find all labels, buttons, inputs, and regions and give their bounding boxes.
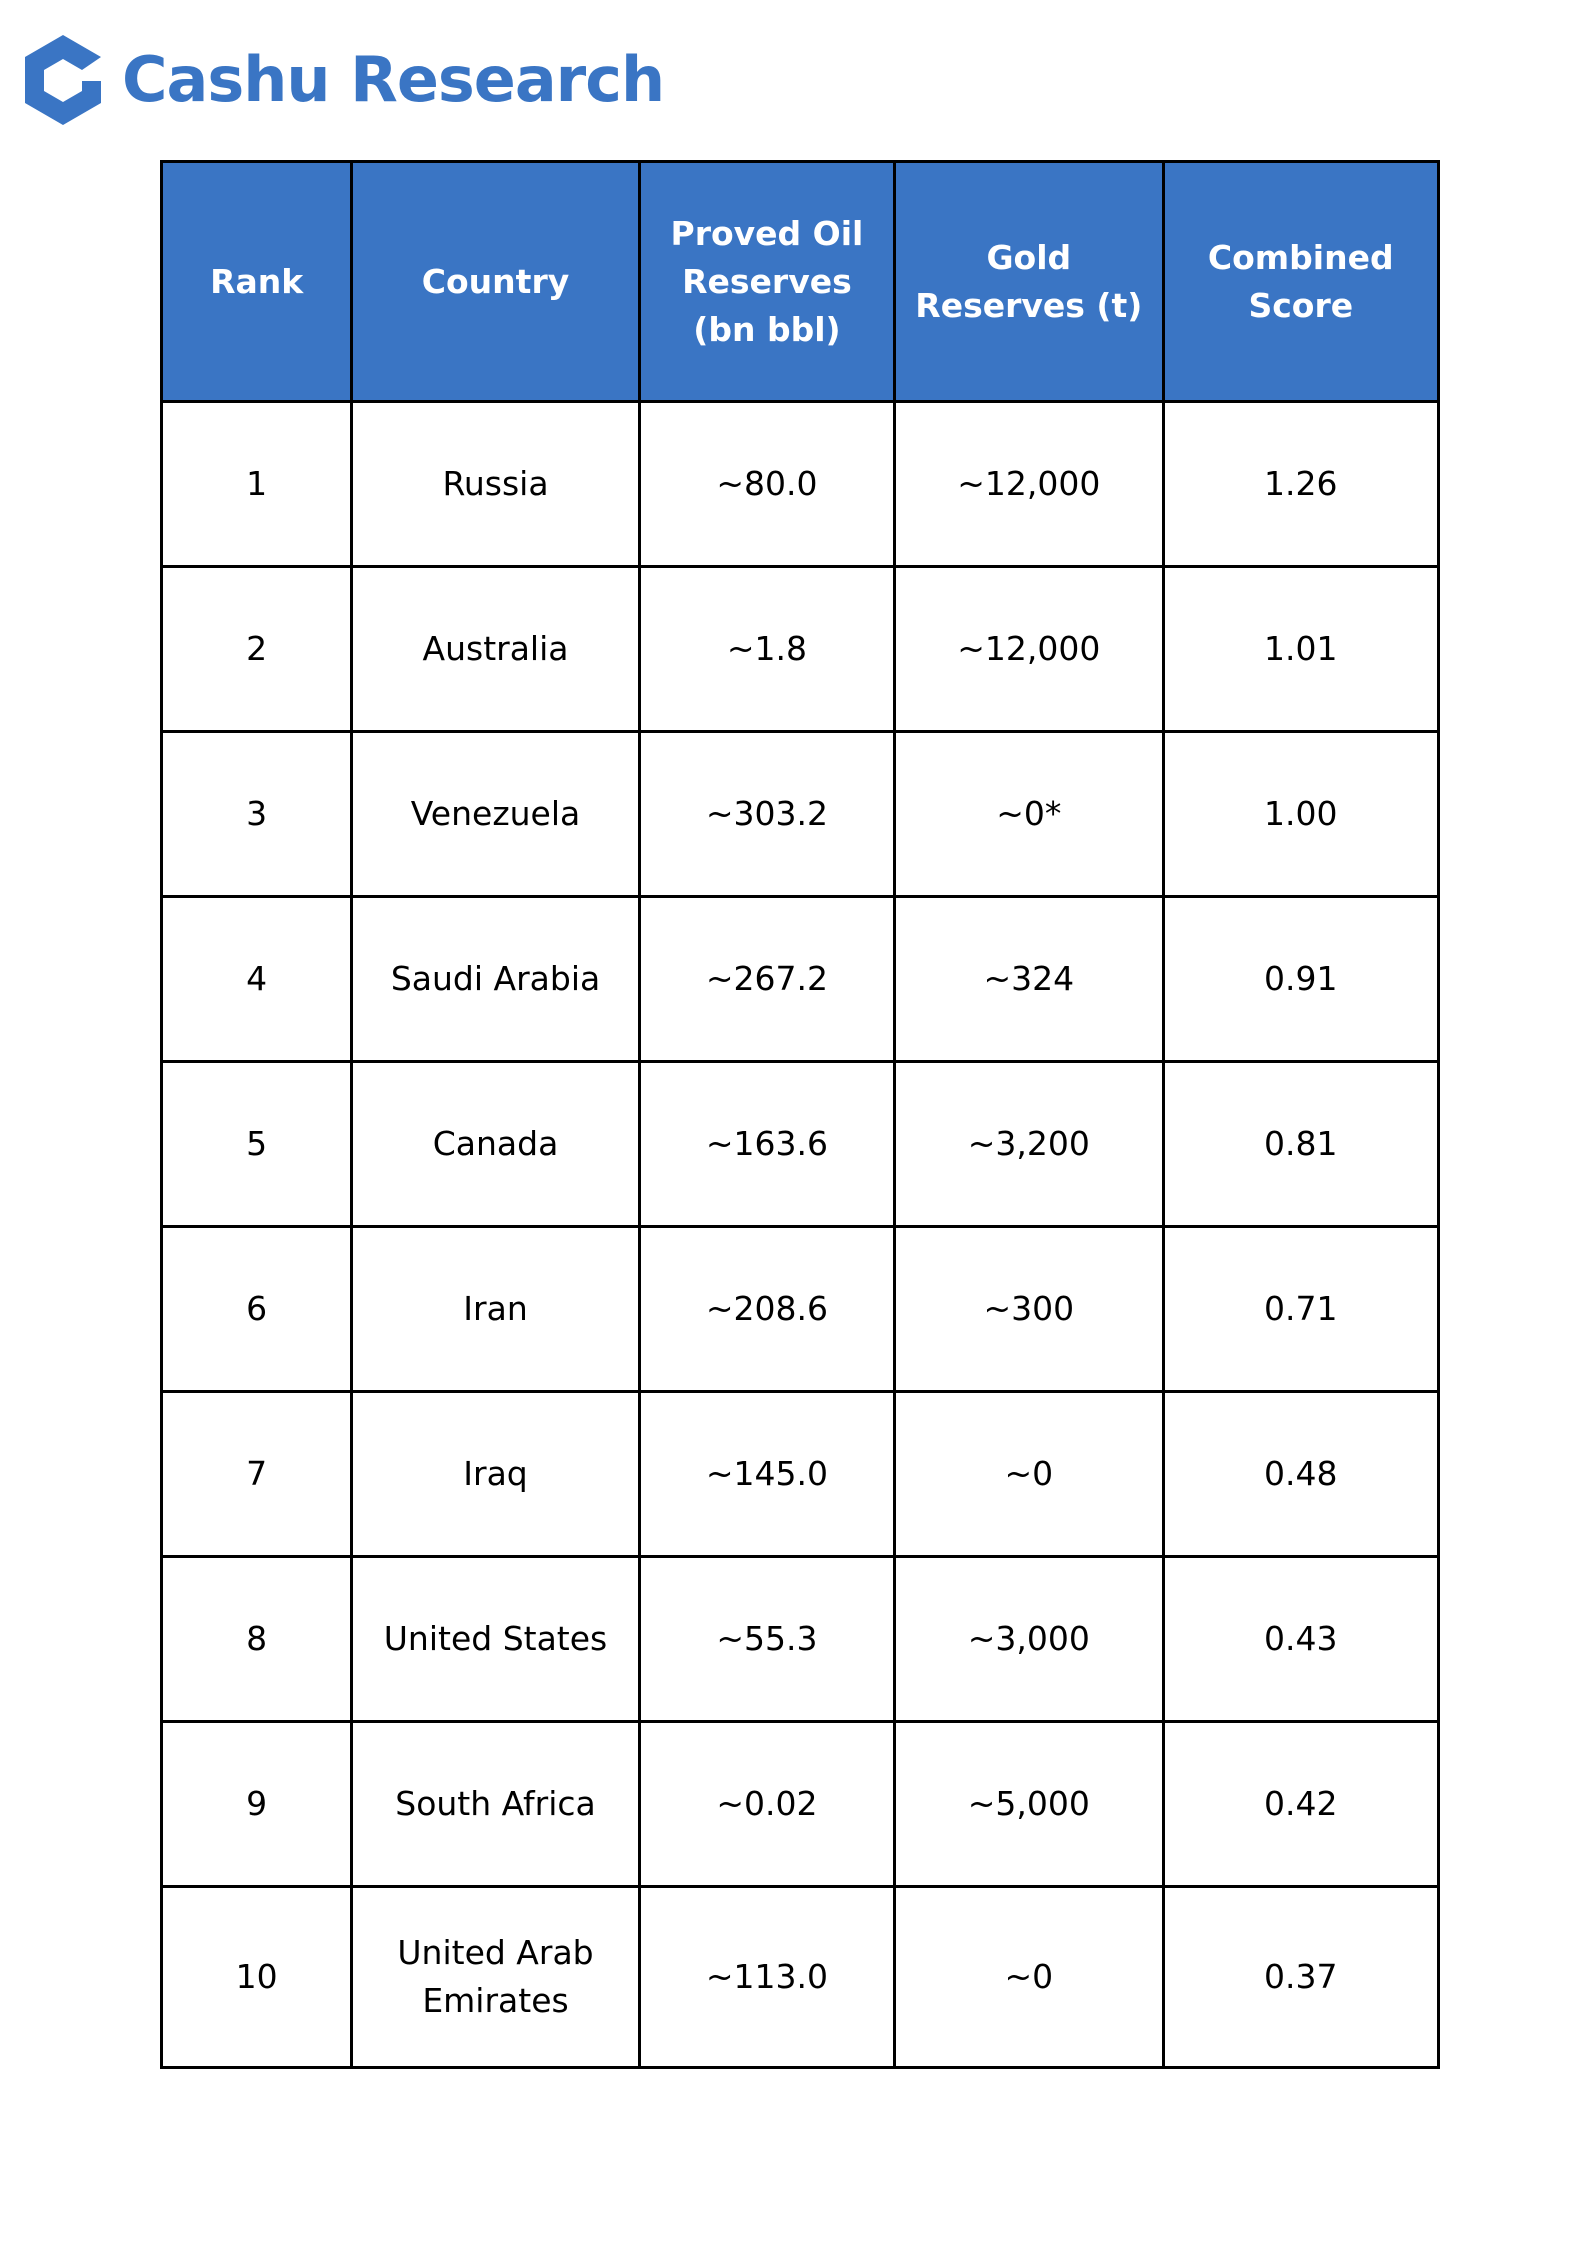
rank-cell: 9 (162, 1722, 352, 1887)
header-oil-reserves: Proved Oil Reserves (bn bbl) (639, 162, 894, 402)
rank-cell: 8 (162, 1557, 352, 1722)
gold-cell: ~0* (895, 732, 1163, 897)
brand-name: Cashu Research (122, 43, 665, 116)
score-cell: 1.26 (1163, 402, 1438, 567)
gold-cell: ~0 (895, 1392, 1163, 1557)
country-cell: Iran (352, 1227, 639, 1392)
country-cell: Saudi Arabia (352, 897, 639, 1062)
score-cell: 0.48 (1163, 1392, 1438, 1557)
score-cell: 0.37 (1163, 1887, 1438, 2068)
country-cell: Australia (352, 567, 639, 732)
oil-cell: ~80.0 (639, 402, 894, 567)
gold-cell: ~3,000 (895, 1557, 1163, 1722)
table-row (162, 1062, 1439, 1227)
country-cell: Canada (352, 1062, 639, 1227)
score-cell: 0.71 (1163, 1227, 1438, 1392)
table-row (162, 1227, 1439, 1392)
gold-cell: ~3,200 (895, 1062, 1163, 1227)
oil-cell: ~208.6 (639, 1227, 894, 1392)
gold-cell: ~12,000 (895, 567, 1163, 732)
rank-cell: 7 (162, 1392, 352, 1557)
header-rank: Rank (162, 162, 352, 402)
rank-cell: 4 (162, 897, 352, 1062)
oil-cell: ~163.6 (639, 1062, 894, 1227)
gold-cell: ~324 (895, 897, 1163, 1062)
gold-cell: ~12,000 (895, 402, 1163, 567)
brand-header (22, 30, 664, 130)
country-cell: United States (352, 1557, 639, 1722)
table-row (162, 1887, 1439, 2068)
hexagon-logo-icon (22, 33, 104, 127)
table-row (162, 1557, 1439, 1722)
score-cell: 0.42 (1163, 1722, 1438, 1887)
gold-cell: ~300 (895, 1227, 1163, 1392)
oil-cell: ~267.2 (639, 897, 894, 1062)
table-row (162, 732, 1439, 897)
score-cell: 0.43 (1163, 1557, 1438, 1722)
table-row (162, 897, 1439, 1062)
rank-cell: 6 (162, 1227, 352, 1392)
table-row (162, 402, 1439, 567)
rank-cell: 1 (162, 402, 352, 567)
country-cell: United Arab Emirates (352, 1887, 639, 2068)
header-row (162, 162, 1439, 402)
rank-cell: 3 (162, 732, 352, 897)
oil-cell: ~1.8 (639, 567, 894, 732)
country-cell: Venezuela (352, 732, 639, 897)
ranking-table (160, 160, 1440, 2069)
rank-cell: 2 (162, 567, 352, 732)
rank-cell: 10 (162, 1887, 352, 2068)
oil-cell: ~113.0 (639, 1887, 894, 2068)
oil-cell: ~303.2 (639, 732, 894, 897)
header-combined-score: Combined Score (1163, 162, 1438, 402)
header-gold-reserves: Gold Reserves (t) (895, 162, 1163, 402)
table-row (162, 567, 1439, 732)
score-cell: 1.00 (1163, 732, 1438, 897)
gold-cell: ~0 (895, 1887, 1163, 2068)
header-country: Country (352, 162, 639, 402)
table-row (162, 1722, 1439, 1887)
score-cell: 1.01 (1163, 567, 1438, 732)
gold-cell: ~5,000 (895, 1722, 1163, 1887)
country-cell: South Africa (352, 1722, 639, 1887)
oil-cell: ~55.3 (639, 1557, 894, 1722)
oil-cell: ~0.02 (639, 1722, 894, 1887)
country-cell: Iraq (352, 1392, 639, 1557)
rank-cell: 5 (162, 1062, 352, 1227)
score-cell: 0.91 (1163, 897, 1438, 1062)
score-cell: 0.81 (1163, 1062, 1438, 1227)
oil-cell: ~145.0 (639, 1392, 894, 1557)
country-cell: Russia (352, 402, 639, 567)
table-row (162, 1392, 1439, 1557)
